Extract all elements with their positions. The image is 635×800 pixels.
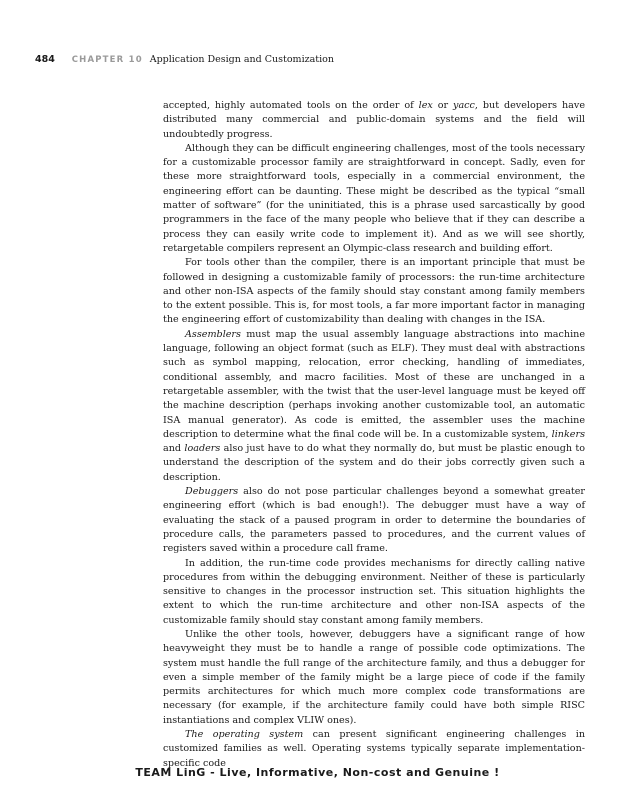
chapter-title: Application Design and Customization [149, 54, 334, 65]
running-header [35, 54, 334, 65]
paragraph [163, 628, 585, 728]
italic-term: lex [418, 100, 433, 111]
paragraph [163, 485, 585, 556]
watermark-footer: TEAM LinG - Live, Informative, Non-cost and Genuine ! [135, 766, 500, 779]
text-run: In addition, the run-time code provides mechanisms for directly calling native procedures from within the debugging environment. Neither of these is particularly sensitive to changes in the processor instruction set. This situation highlights the extent to which the run-time architecture and other non-ISA aspects of the customizable family should stay constant among family members. [163, 557, 585, 626]
text-run: Unlike the other tools, however, debuggers have a significant range of how heavyweight they must be to handle a range of possible code optimizations. The system must handle the full range of the architecture family, and thus a debugger for even a simple member of the family might be a large piece of code if the family permits architectures for which much more complex code transformations are necessary (for example, if the architecture family could have both simple RISC instantiations and complex VLIW ones). [163, 628, 585, 726]
paragraph [163, 99, 585, 142]
page-number: 484 [35, 54, 55, 65]
text-run: also do not pose particular challenges beyond a somewhat greater engineering effort (which is bad enough!). The debugger must have a way of evaluating the stack of a paused program in order to determine the boundaries of procedure calls, the parameters passed to procedures, and the current values of registers saved within a procedure call frame. [163, 486, 585, 555]
body-text [163, 99, 585, 771]
paragraph [163, 328, 585, 485]
paragraph [163, 142, 585, 256]
italic-term: The operating system [185, 729, 304, 741]
italic-term: yacc [453, 100, 475, 111]
paragraph [163, 256, 585, 327]
text-run: , but developers have distributed many commercial and public-domain systems and the field will undoubtedly progress. [163, 100, 586, 140]
paragraph [163, 557, 585, 628]
paragraph [163, 728, 585, 771]
text-run: or [432, 100, 454, 111]
text-run: Although they can be difficult engineering challenges, most of the tools necessary for a customizable processor family are straightforward in concept. Sadly, even for these more straightforward tools, especially in a commercial environment, the engineering effort can be daunting. These might be described as the typical “small matter of software” (for the uninitiated, this is a phrase used sarcastically by good programmers in the face of the many people who believe that if they can describe a process they can easily write code to implement it). And as we will see shortly, retargetable compilers represent an Olympic-class research and building effort. [163, 142, 585, 254]
italic-term: loaders [184, 443, 221, 455]
text-run: accepted, highly automated tools on the order of [163, 100, 419, 111]
italic-term: Debuggers [185, 486, 239, 498]
text-run: also just have to do what they normally do, but must be plastic enough to understand the description of the system and do their jobs correctly given such a description. [163, 443, 585, 483]
italic-term: Assemblers [185, 328, 241, 340]
italic-term: linkers [551, 428, 585, 440]
text-run: can present significant engineering challenges in customized families as well. Operating systems typically separate implementation-specific code [163, 729, 585, 769]
text-run: must map the usual assembly language abstractions into machine language, following an object format (such as ELF). They must deal with abstractions such as symbol mapping, relocation, error checking, handling of immediates, conditional assembly, and macro facilities. Most of these are unchanged in a retargetable assembler, with the twist that the user-level language must be keyed off the machine description (perhaps invoking another customizable tool, an automatic ISA manual generator). As code is emitted, the assembler uses the machine description to determine what the final code will be. In a customizable system, [163, 328, 585, 440]
chapter-label: CHAPTER 10 [71, 55, 143, 65]
text-run: For tools other than the compiler, there is an important principle that must be followed in designing a customizable family of processors: the run-time architecture and other non-ISA aspects of the family should stay constant among family members to the extent possible. This is, for most tools, a far more important factor in managing the engineering effort of customizability than dealing with changes in the ISA. [163, 257, 585, 326]
text-run: and [163, 443, 185, 455]
